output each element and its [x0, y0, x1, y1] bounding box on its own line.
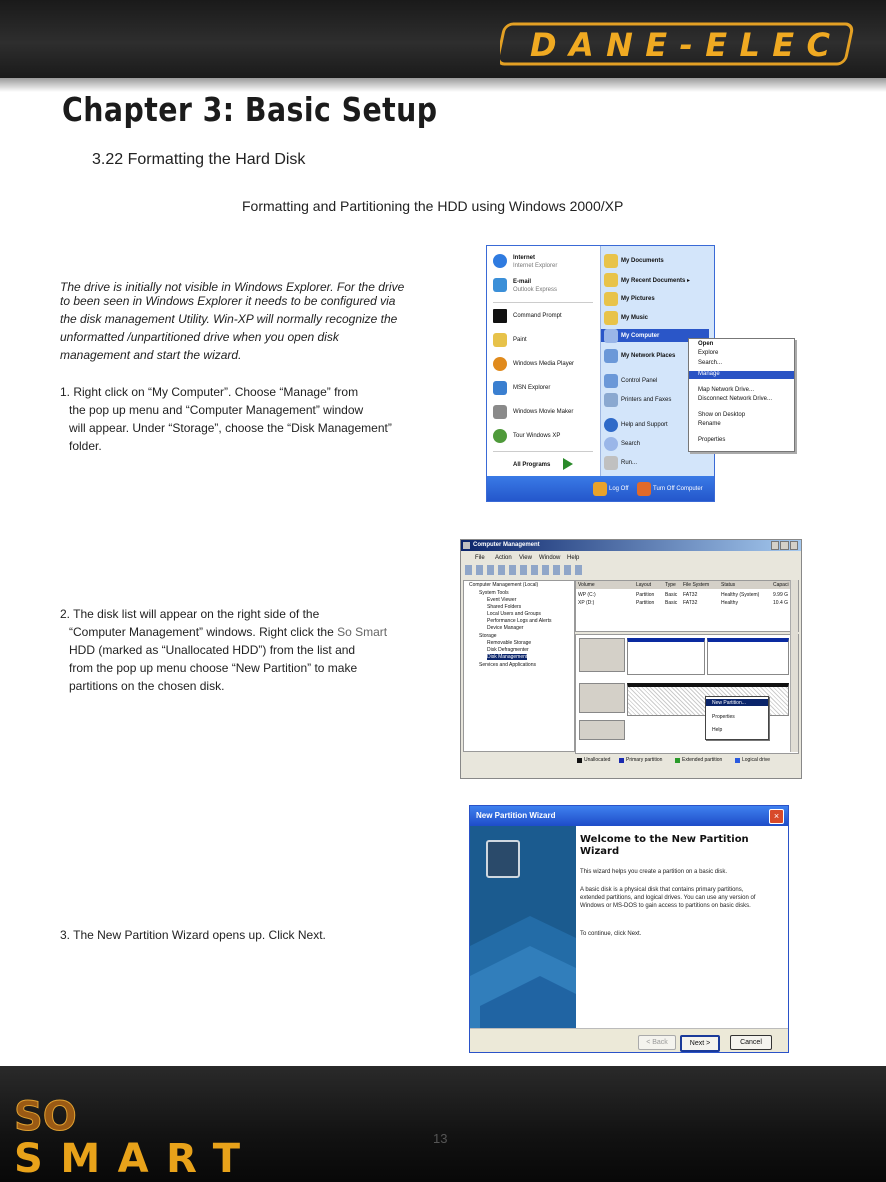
- legend-unallocated: Unallocated: [584, 757, 611, 763]
- page-number: 13: [433, 1131, 448, 1146]
- tree-item[interactable]: Storage: [479, 633, 497, 639]
- row-cell: 10.4 G: [773, 600, 789, 606]
- tree-item[interactable]: Local Users and Groups: [487, 611, 541, 617]
- start-item-my-documents: My Documents: [621, 258, 664, 264]
- divider: [493, 302, 593, 303]
- wizard-heading: Welcome to the New Partition Wizard: [580, 834, 749, 857]
- msn-icon: [493, 381, 507, 395]
- ctx-map-drive[interactable]: Map Network Drive...: [698, 387, 755, 393]
- popup-properties[interactable]: Properties: [712, 714, 735, 720]
- column-header[interactable]: File System: [683, 582, 710, 588]
- row-cell: Basic: [665, 600, 678, 606]
- start-item-network: My Network Places: [621, 353, 676, 359]
- divider: [493, 451, 593, 452]
- tree-item[interactable]: Device Manager: [487, 625, 524, 631]
- tree-item[interactable]: Event Viewer: [487, 597, 517, 603]
- legend-swatch: [735, 758, 740, 763]
- disk0-partition-c[interactable]: [627, 638, 705, 675]
- step1-line: 1. Right click on “My Computer”. Choose “Manage” from: [60, 385, 359, 399]
- brand-text: DANE-ELEC: [530, 26, 830, 64]
- start-item-msn: MSN Explorer: [513, 385, 551, 391]
- power-icon: [637, 482, 651, 496]
- ctx-disconnect[interactable]: Disconnect Network Drive...: [698, 396, 773, 402]
- row-cell: Partition: [636, 592, 655, 598]
- step3-paragraph: [60, 926, 326, 944]
- internet-explorer-icon: [493, 254, 507, 268]
- row-cell: Partition: [636, 600, 655, 606]
- wizard-paragraph: A basic disk is a physical disk that contains primary partitions, extended partitions, and logical drives. You can use any version of Windows or MS-DOS to gain access to partitions on basic disks.: [580, 887, 756, 909]
- logo-so: SO: [14, 1094, 77, 1140]
- new-partition-wizard-screenshot: [469, 805, 789, 1053]
- my-documents-icon: [604, 254, 618, 268]
- intro-line: the disk management Utility. Win-XP will normally recognize the: [60, 312, 398, 326]
- tree-item[interactable]: Services and Applications: [479, 662, 536, 668]
- my-music-icon: [604, 311, 618, 325]
- help-icon: [604, 418, 618, 432]
- popup-new-partition[interactable]: New Partition...: [712, 700, 746, 706]
- menu-file[interactable]: File: [475, 555, 485, 561]
- tour-icon: [493, 429, 507, 443]
- step2-line: 2. The disk list will appear on the right side of the: [60, 607, 320, 621]
- step2-line: from the pop up menu choose “New Partition” to make: [69, 661, 358, 675]
- intro-line: management and start the wizard.: [60, 348, 242, 362]
- computer-icon: [463, 542, 470, 549]
- minimize-button[interactable]: [771, 541, 779, 550]
- row-cell: Healthy (System): [721, 592, 760, 598]
- run-icon: [604, 456, 618, 470]
- intro-line: to been seen in Windows Explorer it needs to be configured via: [60, 294, 396, 308]
- row-cell: Basic: [665, 592, 678, 598]
- row-cell: Healthy: [721, 600, 738, 606]
- wizard-paragraph: To continue, click Next.: [580, 931, 642, 937]
- disk1-label: [579, 683, 625, 713]
- menu-window[interactable]: Window: [539, 555, 561, 561]
- start-item-run: Run...: [621, 460, 638, 466]
- start-item-media-player: Windows Media Player: [513, 361, 575, 367]
- my-pictures-icon: [604, 292, 618, 306]
- cancel-button[interactable]: Cancel: [730, 1035, 772, 1050]
- ctx-show-desktop[interactable]: Show on Desktop: [698, 412, 746, 418]
- legend-extended: Extended partition: [682, 757, 723, 763]
- media-player-icon: [493, 357, 507, 371]
- ctx-open[interactable]: Open: [698, 341, 714, 347]
- product-name: So Smart: [337, 625, 388, 639]
- movie-maker-icon: [493, 405, 507, 419]
- cdrom-label: [579, 720, 625, 740]
- menu-view[interactable]: View: [519, 555, 532, 561]
- ctx-properties[interactable]: Properties: [698, 437, 726, 443]
- tree-item[interactable]: Computer Management (Local): [469, 582, 539, 588]
- window-title: Computer Management: [473, 542, 540, 548]
- menu-action[interactable]: Action: [495, 555, 512, 561]
- step1-line: the pop up menu and “Computer Management” window: [69, 403, 364, 417]
- command-prompt-icon: [493, 309, 507, 323]
- step1-paragraph: [60, 383, 392, 455]
- row-cell[interactable]: WP (C:): [578, 592, 596, 598]
- ctx-manage[interactable]: Manage: [698, 371, 720, 377]
- tree-item[interactable]: Removable Storage: [487, 640, 532, 646]
- intro-line: unformatted /unpartitioned drive when you open disk: [60, 330, 339, 344]
- paint-icon: [493, 333, 507, 347]
- window-controls: [771, 541, 798, 550]
- recent-documents-icon: [604, 273, 618, 287]
- wizard-footer: [470, 1028, 789, 1053]
- tree-item-disk-management[interactable]: Disk Management: [487, 654, 528, 660]
- intro-line: The drive is initially not visible in Windows Explorer. For the drive: [60, 280, 405, 294]
- column-header[interactable]: Status: [721, 582, 736, 588]
- ctx-rename[interactable]: Rename: [698, 421, 721, 427]
- step1-line: folder.: [69, 439, 102, 453]
- logoff-icon: [593, 482, 607, 496]
- start-item-control-panel: Control Panel: [621, 378, 658, 384]
- wizard-paragraph: This wizard helps you create a partition on a basic disk.: [580, 869, 728, 875]
- row-cell: FAT32: [683, 592, 698, 598]
- tree-item[interactable]: System Tools: [479, 590, 509, 596]
- step2-line: partitions on the chosen disk.: [69, 679, 225, 693]
- start-item-recent: My Recent Documents: [621, 278, 686, 284]
- tree-item[interactable]: Performance Logs and Alerts: [487, 618, 552, 624]
- start-menu-screenshot: Internet Internet Explorer E-mail Outlook Express Command Prompt Paint Windows Media Player MSN Explorer Windows Movie Maker Tour Windows XP All Programs My Documents My Recent Documents ▸ My Pictures My Music My Computer My Network Places Control Panel Printers and Faxes Help and Support Search Run... Log Off Turn Off Computer: [486, 245, 715, 502]
- row-cell: FAT32: [683, 600, 698, 606]
- back-button[interactable]: < Back: [638, 1035, 676, 1050]
- column-header[interactable]: Volume: [578, 582, 595, 588]
- step1-line: will appear. Under “Storage”, choose the “Disk Management”: [69, 421, 392, 435]
- start-item-internet: Internet: [513, 255, 536, 261]
- tree-item[interactable]: Shared Folders: [487, 604, 522, 610]
- toolbar[interactable]: [465, 565, 585, 575]
- start-item-tour: Tour Windows XP: [513, 433, 561, 439]
- menu-help[interactable]: Help: [567, 555, 580, 561]
- start-item-help: Help and Support: [621, 422, 668, 428]
- all-programs: All Programs: [513, 462, 551, 468]
- row-cell: 9.99 G: [773, 592, 789, 598]
- start-item-command-prompt: Command Prompt: [513, 313, 562, 319]
- wizard-title: New Partition Wizard: [476, 811, 556, 820]
- start-item-movie-maker: Windows Movie Maker: [513, 409, 574, 415]
- column-header[interactable]: Layout: [636, 582, 652, 588]
- maximize-button[interactable]: [780, 541, 788, 550]
- step2-paragraph: [60, 605, 387, 695]
- arrow-right-icon: [563, 458, 573, 470]
- close-button[interactable]: [790, 541, 798, 550]
- legend-swatch: [619, 758, 624, 763]
- tree-item[interactable]: Disk Defragmenter: [487, 647, 529, 653]
- next-button[interactable]: Next >: [680, 1035, 720, 1052]
- so-smart-logo: [10, 1082, 250, 1177]
- step2-line: [60, 623, 387, 641]
- legend-swatch: [675, 758, 680, 763]
- row-cell[interactable]: XP (D:): [578, 600, 595, 606]
- turnoff-button[interactable]: Turn Off Computer: [653, 486, 703, 492]
- start-item-email-sub: Outlook Express: [513, 287, 558, 293]
- ctx-explore[interactable]: Explore: [698, 350, 719, 356]
- start-item-printers: Printers and Faxes: [621, 397, 672, 403]
- disk0-label: [579, 638, 625, 672]
- start-item-paint: Paint: [513, 337, 527, 343]
- step3-line: 3. The New Partition Wizard opens up. Click Next.: [60, 928, 326, 942]
- logoff-button[interactable]: Log Off: [609, 486, 629, 492]
- wizard-sidebar: [470, 826, 576, 1028]
- popup-help[interactable]: Help: [712, 727, 723, 733]
- computer-management-screenshot: [460, 539, 802, 779]
- legend-logical: Logical drive: [742, 757, 771, 763]
- printers-icon: [604, 393, 618, 407]
- context-menu: [688, 338, 795, 452]
- wizard-body: [576, 826, 789, 1028]
- network-places-icon: [604, 349, 618, 363]
- column-header[interactable]: Capaci: [773, 582, 789, 588]
- search-icon: [604, 437, 618, 451]
- legend-primary: Primary partition: [626, 757, 663, 763]
- chapter-title: Chapter 3: Basic Setup: [62, 90, 438, 129]
- ctx-search[interactable]: Search...: [698, 360, 723, 366]
- subtitle: Formatting and Partitioning the HDD using Windows 2000/XP: [242, 198, 624, 214]
- logo-smart: SMART: [14, 1136, 240, 1177]
- intro-paragraph: [60, 278, 404, 364]
- step2-text: “Computer Management” windows. Right click the: [69, 625, 338, 639]
- legend: [575, 756, 797, 766]
- partition-popup: [705, 696, 769, 740]
- start-item-my-music: My Music: [621, 315, 649, 321]
- start-item-internet-sub: Internet Explorer: [513, 263, 558, 269]
- scrollbar[interactable]: [790, 580, 798, 752]
- start-item-search: Search: [621, 441, 641, 447]
- control-panel-icon: [604, 374, 618, 388]
- section-title: 3.22 Formatting the Hard Disk: [92, 151, 306, 168]
- legend-swatch: [577, 758, 582, 763]
- step2-line: HDD (marked as “Unallocated HDD”) from the list and: [69, 643, 356, 657]
- start-item-my-pictures: My Pictures: [621, 296, 655, 302]
- my-computer-icon: [604, 329, 618, 343]
- column-header[interactable]: Type: [665, 582, 676, 588]
- email-icon: [493, 278, 507, 292]
- dane-elec-logo: [500, 20, 860, 68]
- start-item-email: E-mail: [513, 279, 532, 285]
- disk0-partition-d[interactable]: [707, 638, 789, 675]
- start-item-my-computer[interactable]: My Computer: [621, 333, 660, 339]
- close-icon[interactable]: ×: [769, 809, 784, 824]
- disk-stack-icon: [486, 840, 520, 878]
